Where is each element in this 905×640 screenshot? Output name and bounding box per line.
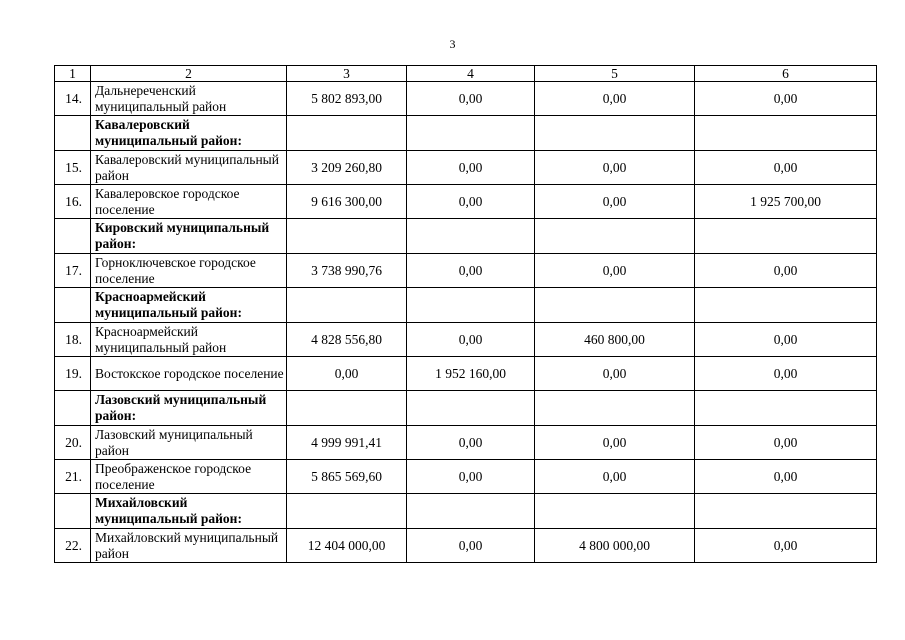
row-number-cell: 17. (55, 254, 91, 288)
value-cell-5: 460 800,00 (535, 323, 695, 357)
value-cell-6: 0,00 (695, 82, 877, 116)
value-cell-3: 9 616 300,00 (287, 185, 407, 219)
value-cell-3: 12 404 000,00 (287, 529, 407, 563)
municipality-name-cell: Кавалеровский муниципальный район (91, 151, 287, 185)
value-cell-6: 0,00 (695, 323, 877, 357)
value-cell-5: 0,00 (535, 426, 695, 460)
row-number-cell: 19. (55, 357, 91, 391)
row-number-cell: 22. (55, 529, 91, 563)
value-cell-4 (407, 116, 535, 151)
value-cell-5: 0,00 (535, 185, 695, 219)
page-number: 3 (449, 37, 456, 51)
table-row (55, 529, 877, 563)
value-cell-3: 5 865 569,60 (287, 460, 407, 494)
municipality-name-cell: Горноключевское городское поселение (91, 254, 287, 288)
group-name-cell: Михайловский муниципальный район: (91, 494, 287, 529)
value-cell-5 (535, 391, 695, 426)
value-cell-3 (287, 494, 407, 529)
row-number-cell: 18. (55, 323, 91, 357)
header-cell-2: 2 (91, 66, 287, 82)
value-cell-3: 3 209 260,80 (287, 151, 407, 185)
value-cell-6: 0,00 (695, 529, 877, 563)
table-row (55, 151, 877, 185)
value-cell-4 (407, 494, 535, 529)
value-cell-4: 0,00 (407, 426, 535, 460)
municipality-name-cell: Востокское городское поселение (91, 357, 287, 391)
value-cell-6 (695, 494, 877, 529)
municipality-name-cell: Кавалеровское городское поселение (91, 185, 287, 219)
row-number-cell (55, 494, 91, 529)
value-cell-6: 0,00 (695, 254, 877, 288)
header-cell-1: 1 (55, 66, 91, 82)
value-cell-6 (695, 219, 877, 254)
table-row (55, 460, 877, 494)
municipality-name-cell: Лазовский муниципальный район (91, 426, 287, 460)
header-cell-5: 5 (535, 66, 695, 82)
value-cell-6 (695, 116, 877, 151)
value-cell-3: 3 738 990,76 (287, 254, 407, 288)
group-name-cell: Лазовский муниципальный район: (91, 391, 287, 426)
value-cell-5 (535, 116, 695, 151)
table-row (55, 82, 877, 116)
header-row (55, 66, 877, 82)
value-cell-5: 0,00 (535, 357, 695, 391)
value-cell-6: 0,00 (695, 357, 877, 391)
group-name-cell: Красноармейский муниципальный район: (91, 288, 287, 323)
row-number-cell: 20. (55, 426, 91, 460)
budget-table (54, 65, 877, 563)
value-cell-4: 1 952 160,00 (407, 357, 535, 391)
value-cell-6 (695, 288, 877, 323)
group-row (55, 288, 877, 323)
value-cell-5: 4 800 000,00 (535, 529, 695, 563)
value-cell-6: 0,00 (695, 460, 877, 494)
value-cell-6: 0,00 (695, 426, 877, 460)
group-row (55, 219, 877, 254)
value-cell-3 (287, 116, 407, 151)
table-row (55, 185, 877, 219)
table-row (55, 357, 877, 391)
table-row (55, 254, 877, 288)
value-cell-3 (287, 288, 407, 323)
value-cell-6: 1 925 700,00 (695, 185, 877, 219)
value-cell-4 (407, 288, 535, 323)
value-cell-3: 5 802 893,00 (287, 82, 407, 116)
value-cell-4 (407, 391, 535, 426)
group-name-cell: Кировский муниципальный район: (91, 219, 287, 254)
value-cell-3: 0,00 (287, 357, 407, 391)
value-cell-3 (287, 219, 407, 254)
value-cell-5: 0,00 (535, 460, 695, 494)
row-number-cell (55, 116, 91, 151)
group-name-cell: Кавалеровский муниципальный район: (91, 116, 287, 151)
header-cell-4: 4 (407, 66, 535, 82)
municipality-name-cell: Дальнереченский муниципальный район (91, 82, 287, 116)
row-number-cell (55, 219, 91, 254)
table-row (55, 323, 877, 357)
row-number-cell: 15. (55, 151, 91, 185)
value-cell-5 (535, 288, 695, 323)
value-cell-4: 0,00 (407, 529, 535, 563)
value-cell-4 (407, 219, 535, 254)
table-body (55, 66, 877, 563)
value-cell-4: 0,00 (407, 460, 535, 494)
municipality-name-cell: Преображенское городское поселение (91, 460, 287, 494)
value-cell-6 (695, 391, 877, 426)
value-cell-3: 4 828 556,80 (287, 323, 407, 357)
group-row (55, 391, 877, 426)
value-cell-4: 0,00 (407, 82, 535, 116)
row-number-cell: 21. (55, 460, 91, 494)
header-cell-6: 6 (695, 66, 877, 82)
value-cell-6: 0,00 (695, 151, 877, 185)
value-cell-5 (535, 219, 695, 254)
value-cell-4: 0,00 (407, 151, 535, 185)
group-row (55, 116, 877, 151)
row-number-cell (55, 288, 91, 323)
value-cell-5 (535, 494, 695, 529)
row-number-cell: 16. (55, 185, 91, 219)
header-cell-3: 3 (287, 66, 407, 82)
row-number-cell (55, 391, 91, 426)
municipality-name-cell: Красноармейский муниципальный район (91, 323, 287, 357)
value-cell-4: 0,00 (407, 254, 535, 288)
municipality-name-cell: Михайловский муниципальный район (91, 529, 287, 563)
value-cell-5: 0,00 (535, 151, 695, 185)
group-row (55, 494, 877, 529)
value-cell-5: 0,00 (535, 254, 695, 288)
value-cell-4: 0,00 (407, 185, 535, 219)
value-cell-5: 0,00 (535, 82, 695, 116)
value-cell-3: 4 999 991,41 (287, 426, 407, 460)
row-number-cell: 14. (55, 82, 91, 116)
value-cell-3 (287, 391, 407, 426)
table-row (55, 426, 877, 460)
value-cell-4: 0,00 (407, 323, 535, 357)
